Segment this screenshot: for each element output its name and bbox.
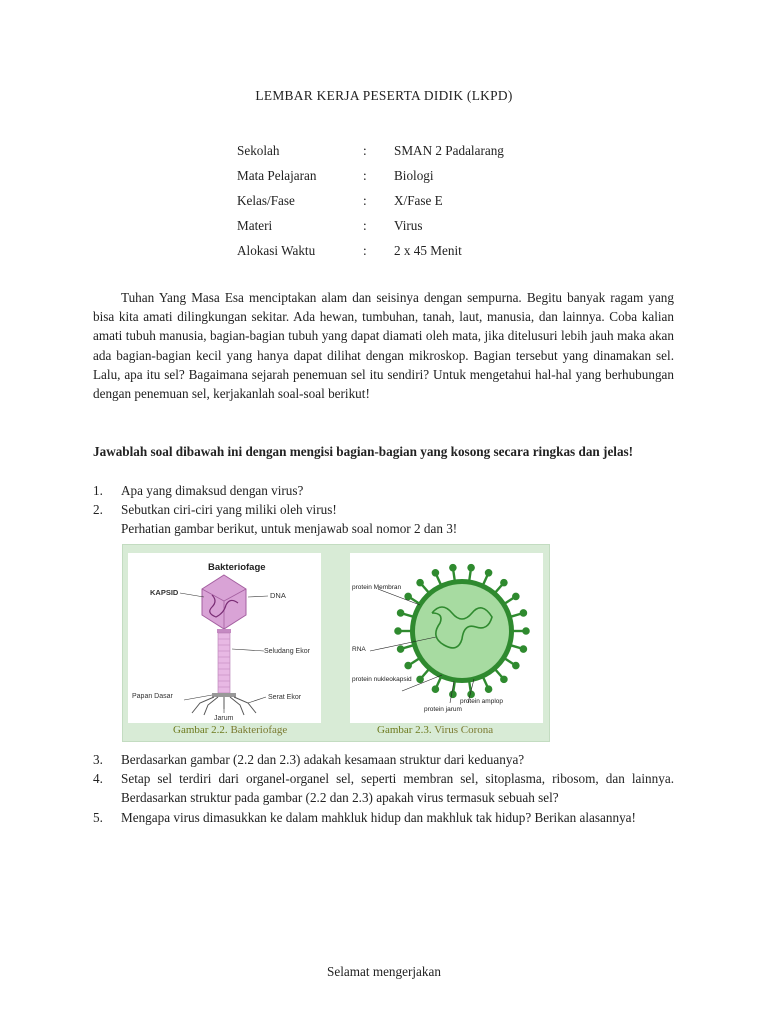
question-text: Setap sel terdiri dari organel-organel sel, seperti membran sel, sitoplasma, ribosom, dan lainnya. Berdasarkan struktur pada gambar (2.2 dan 2.3) apakah virus termasuk sebuah sel? [121,771,674,806]
spike-head [469,565,474,570]
question-list [93,481,674,539]
spike-head [433,570,438,575]
info-label: Sekolah [237,142,280,158]
question-item [93,808,674,827]
info-colon: : [363,218,367,234]
caption-bacteriophage [173,724,287,736]
info-colon: : [363,142,367,158]
info-label: Materi [237,218,273,234]
info-colon: : [363,243,367,259]
label-jarum: Jarum [214,715,234,722]
question-text: Apa yang dimaksud dengan virus? [121,483,304,498]
label-nukleokapsid: protein nukleokapsid [352,676,412,683]
question-number: 5. [93,809,103,825]
info-label: Kelas/Fase [237,192,295,208]
spike-head [406,594,411,599]
label-papan: Papan Dasar [132,693,173,700]
question-number: 3. [93,752,103,767]
collar-shape [217,629,231,633]
spike-head [513,663,518,668]
spike-head [406,663,411,668]
info-value: Biologi [394,167,434,183]
question-item [93,769,674,807]
info-label: Alokasi Waktu [237,243,316,259]
spike-head [450,565,455,570]
spike-head [523,628,528,633]
spike-head [395,628,400,633]
spike-head [521,646,526,651]
spike-head [501,580,506,585]
label-seludang: Seludang Ekor [264,648,310,655]
caption-number: Gambar 2.2. [173,724,228,736]
info-row [237,163,504,188]
question-item [93,750,674,769]
base-plate [212,693,236,697]
spike-head [398,646,403,651]
closing-text: Selamat mengerjakan [327,964,441,979]
info-value: 2 x 45 Menit [394,243,462,259]
phage-title: Bakteriofage [208,562,266,573]
info-value: SMAN 2 Padalarang [394,142,504,158]
info-row [237,188,504,213]
label-serat: Serat Ekor [268,694,302,701]
spike-head [398,610,403,615]
question-text: Mengapa virus dimasukkan ke dalam mahkluk hidup dan makhluk tak hidup? Berikan alasannya! [121,809,636,825]
spike-head [469,692,474,697]
virus-figure [122,544,550,742]
question-item [93,500,674,519]
label-dna: DNA [270,591,286,600]
figure-note: Perhatian gambar berikut, untuk menjawab soal nomor 2 dan 3! [121,521,458,537]
info-label: Mata Pelajaran [237,167,317,183]
label-protein-membran: protein Membran [352,584,402,591]
question-item [93,481,674,500]
caption-corona [377,724,493,736]
spike-head [486,687,491,692]
spike-head [501,677,506,682]
intro-paragraph: Tuhan Yang Masa Esa menciptakan alam dan seisinya dengan sempurna. Begitu banyak ragam yang bisa kita amati dilingkungan sekitar. Ada hewan, tumbuhan, tanah, laut, manusia, dan lainnya. Coba kalian amati tubuh manusia, bagian-bagian tubuh yang dapat diamati oleh mata, jika ditelusuri lebih jauh maka akan ada bagian-bagian kecil yang hanya dapat dilihat dengan mikroskop. Bagian tersebut yang dinamakan sel. Lalu, apa itu sel? Bagaimana sejarah penemuan sel itu sendiri? Untuk mengetahui hal-hal yang berhubungan dengan penemuan sel, kerjakanlah soal-soal berikut! [93,290,674,402]
spike-head [417,677,422,682]
corona-panel [350,553,543,723]
corona-diagram [350,553,543,723]
spike-head [521,610,526,615]
info-row [237,138,504,163]
question-number: 1. [93,483,103,498]
info-value: X/Fase E [394,192,443,208]
caption-text: Bakteriofage [230,724,288,736]
caption-text: Virus Corona [434,724,494,736]
question-text: Berdasarkan gambar (2.2 dan 2.3) adakah kesamaan struktur dari keduanya? [121,752,525,767]
info-colon: : [363,192,367,208]
caption-number: Gambar 2.3. [377,724,432,736]
info-colon: : [363,167,367,183]
label-rna: RNA [352,646,366,653]
label-kapsid: KAPSID [150,588,179,597]
info-row [237,239,504,264]
spike-head [417,580,422,585]
question-list [93,750,674,827]
question-text: Sebutkan ciri-ciri yang miliki oleh virus! [121,502,337,518]
page-title: LEMBAR KERJA PESERTA DIDIK (LKPD) [255,88,513,103]
spike-head [513,594,518,599]
question-number: 4. [93,771,103,787]
bacteriophage-panel [128,553,321,723]
virus-core [415,584,509,678]
spike-head [433,687,438,692]
identity-table [237,138,504,264]
info-row [237,214,504,239]
instruction-text: Jawablah soal dibawah ini dengan mengisi bagian-bagian yang kosong secara ringkas dan jelas! [93,444,634,459]
label-protein-amplop: protein amplop [460,698,503,705]
label-protein-jarum: protein jarum [424,706,462,713]
info-value: Virus [394,218,423,234]
bacteriophage-diagram [128,553,321,723]
spike-head [486,570,491,575]
question-number: 2. [93,502,103,518]
